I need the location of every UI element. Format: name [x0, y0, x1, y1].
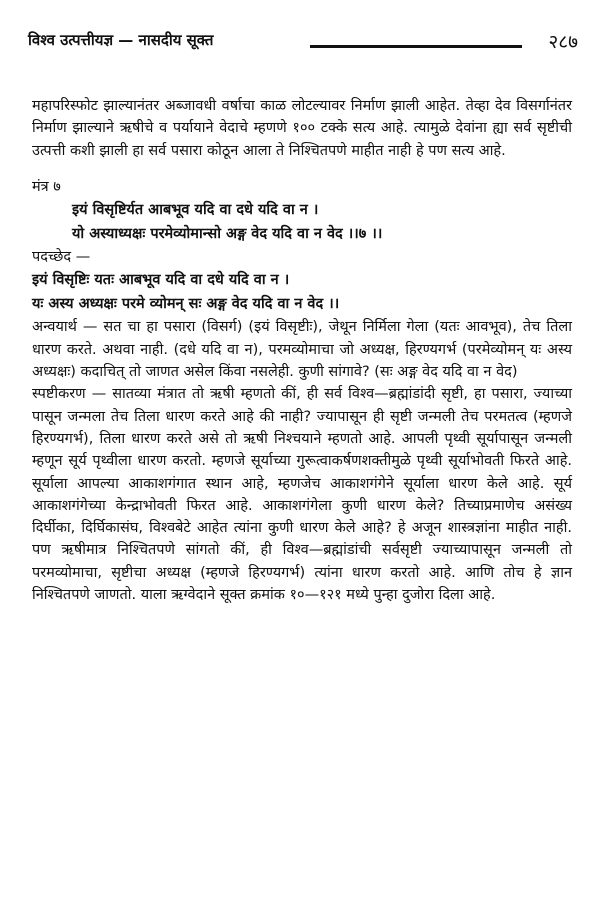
mantra-line-2: यो अस्याध्यक्षः परमेव्योमान्सो अङ्ग वेद यदि वा न वेद ।।७ ।। — [72, 226, 383, 243]
mantra-line-1: इयं विसृष्टिर्यत आबभूव यदि वा दधे यदि वा न । — [72, 202, 319, 219]
page-number: २८७ — [548, 31, 578, 53]
padaccheda-line-2: यः अस्य अध्यक्षः परमे व्योमन् सः अङ्ग वेद यदि वा न वेद ।। — [32, 296, 340, 313]
anvayartha-paragraph: अन्वयार्थ — सत चा हा पसारा (विसर्ग) (इयं विसृष्टीः), जेथून निर्मिला गेला (यतः आवभूव), तेच तिला धारण करते. अथवा नाही. (दधे यदि वा न), परमव्योमाचा जो अध्यक्ष, हिरण्यगर्भ (परमेव्योमन् यः अस्य अध्यक्षः) कदाचित् तो जाणत असेल किंवा नसलेही. कुणी सांगावे? (सः अङ्ग वेद यदि वा न वेद) — [32, 319, 572, 381]
header-title: विश्व उत्पत्तीयज्ञ — नासदीय सूक्त — [28, 31, 214, 49]
page-body — [32, 95, 572, 606]
spashtikaran-paragraph: स्पष्टीकरण — सातव्या मंत्रात तो ऋषी म्हणतो कीं, ही सर्व विश्व—ब्रह्मांडांदी सृष्टी, हा पसारा, ज्याच्या पासून जन्मला तेच तिला धारण करते आहे की नाही? ज्यापासून ही सृष्टी जन्मली तेच परमतत्व (म्हणजे हिरण्यगर्भ), तिला धारण करते असे तो ऋषी निश्चयाने म्हणतो आहे. आपली पृथ्वी सूर्यापासून जन्मली म्हणून सूर्य पृथ्वीला धारण करतो. म्हणजे सूर्याच्या गुरूत्वाकर्षणशक्तीमुळे पृथ्वी सूर्याभोवती फिरते आहे. सूर्याला आपल्या आकाशगंगात स्थान आहे, म्हणजेच आकाशगंगेने सूर्याला धारण केले आहे. सूर्य आकाशगंगेच्या केन्द्राभोवती फिरत आहे. आकाशगंगेला कुणी धारण केले? तिच्याप्रमाणेच असंख्य दिर्घीका, दिर्घिकासंघ, विश्वबेटे आहेत त्यांना कुणी धारण केले आहे? हे अजून शास्त्रज्ञांना माहीत नाही. पण ऋषीमात्र निश्चितपणे सांगतो कीं, ही विश्व—ब्रह्मांडांची सर्वसृष्टी ज्याच्यापासून जन्मली तो परमव्योमाचा, सृष्टीचा अध्यक्ष (म्हणजे हिरण्यगर्भ) त्यांना धारण करतो आहे. आणि तोच हे ज्ञान निश्चितपणे जाणतो. याला ऋग्वेदाने सूक्त क्रमांक १०—१२१ मध्ये पुन्हा दुजोरा दिला आहे. — [32, 386, 572, 604]
running-header — [28, 30, 578, 58]
mantra-label: मंत्र ७ — [32, 178, 61, 195]
header-rule — [310, 45, 522, 48]
padaccheda-label: पदच्छेद — — [32, 249, 91, 266]
intro-paragraph: महापरिस्फोट झाल्यानंतर अब्जावधी वर्षाचा काळ लोटल्यावर निर्माण झाली आहेत. तेव्हा देव विसर्गानंतर निर्माण झाल्याने ऋषीचे व पर्यायाने वेदाचे म्हणणे १०० टक्के सत्य आहे. त्यामुळे देवांना ह्या सर्व सृष्टीची उत्पत्ती कशी झाली हा सर्व पसारा कोठून आला ते निश्चितपणे माहीत नाही हे पण सत्य आहे. — [32, 98, 572, 159]
paragraph-gap — [32, 162, 572, 176]
padaccheda-line-1: इयं विसृष्टिः यतः आबभूव यदि वा दधे यदि वा न । — [32, 272, 290, 289]
